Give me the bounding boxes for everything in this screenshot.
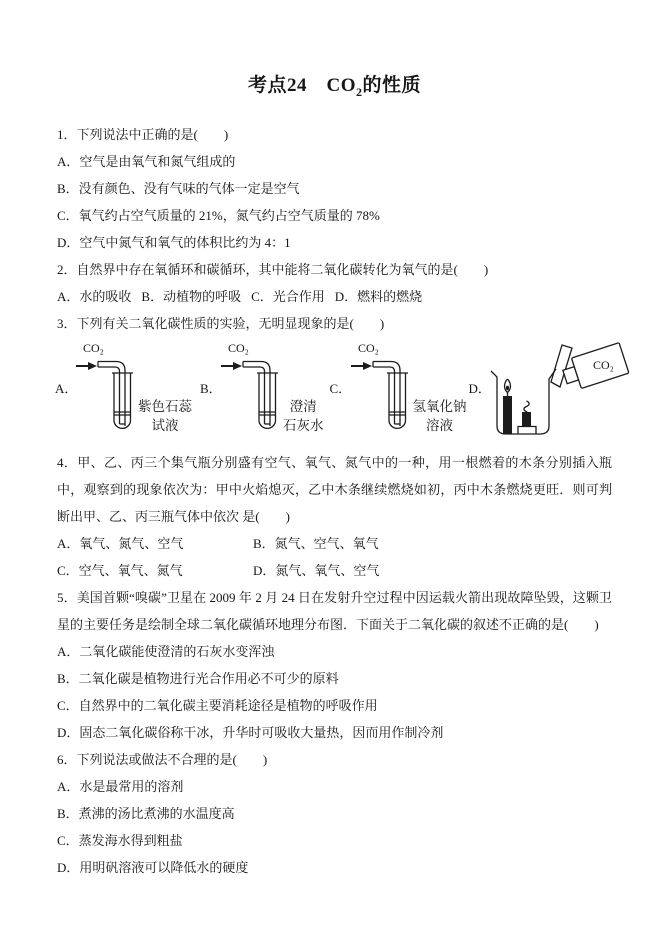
question-number: 4．	[57, 454, 78, 470]
question-number: 1．	[57, 126, 77, 142]
option-row	[57, 773, 612, 800]
title-subscript: 2	[356, 84, 363, 99]
option-label: B．	[57, 805, 79, 821]
reagent-label	[413, 397, 467, 435]
option-text: 蒸发海水得到粗盐	[78, 832, 183, 848]
option	[335, 283, 422, 310]
option-text: 空气是由氧气和氮气组成的	[79, 153, 236, 169]
question-5-stem	[57, 584, 612, 638]
reagent-line: 氢氧化钠	[412, 398, 467, 414]
option-label: D．	[57, 724, 80, 740]
question-1-stem	[57, 121, 612, 148]
option-label: D．	[57, 234, 80, 250]
question-3	[57, 310, 612, 445]
option-text: 水是最常用的溶剂	[79, 778, 184, 794]
option-text: 空气中氮气和氧气的体积比约为 4：1	[79, 234, 291, 250]
option-text: 氮气、空气、氧气	[274, 535, 379, 551]
candle-beaker-diagram	[489, 339, 647, 445]
option-text: 氧气约占空气质量的 21%，氮气约占空气质量的 78%	[78, 207, 380, 223]
option-label: C．	[329, 380, 352, 396]
option-row	[57, 638, 612, 665]
question-6	[57, 746, 612, 881]
question-4-stem	[57, 449, 612, 530]
option-label: A．	[55, 380, 78, 396]
option-row	[57, 827, 612, 854]
short-candle	[522, 412, 531, 427]
question-3-figure	[55, 339, 630, 445]
option-label: A．	[57, 288, 80, 304]
option-text: 固态二氧化碳俗称干冰，升华时可吸收大量热，因而用作制冷剂	[79, 724, 444, 740]
question-number: 6．	[57, 751, 77, 767]
option-row	[253, 530, 612, 557]
reagent-line: 澄清	[289, 398, 317, 414]
option-label: C．	[57, 207, 79, 223]
option-label: C．	[251, 288, 273, 304]
question-1	[57, 121, 612, 256]
smoke-wisp	[523, 401, 528, 412]
option-label: C．	[57, 697, 79, 713]
apparatus-d	[469, 339, 647, 445]
option-label: A．	[57, 643, 80, 659]
option	[57, 283, 131, 310]
option-text: 光合作用	[272, 288, 325, 304]
option-text: 氧气、氮气、空气	[79, 535, 184, 551]
tall-candle	[503, 396, 512, 434]
apparatus-a	[55, 339, 192, 445]
option-label: B．	[200, 380, 222, 396]
option-text: 二氧化碳是植物进行光合作用必不可少的原料	[78, 670, 339, 686]
option-label: A．	[57, 153, 80, 169]
reagent-label	[283, 397, 324, 435]
option-text: 燃料的燃烧	[357, 288, 423, 304]
option-text: 用明矾溶液可以降低水的硬度	[79, 859, 249, 875]
option-row	[57, 854, 612, 881]
option-row	[57, 719, 612, 746]
question-text: 自然界中存在氧循环和碳循环，其中能将二氧化碳转化为氧气的是( )	[76, 261, 489, 277]
question-text: 美国首颗“嗅碳”卫星在 2009 年 2 月 24 日在发射升空过程中因运载火箭出现故障坠毁，这颗卫星的主要任务是绘制全球二氧化碳循环地理分布图．下面关于二氧化碳的叙述不正确的是( )	[57, 589, 612, 632]
reagent-line: 溶液	[426, 417, 453, 433]
option-row	[57, 800, 612, 827]
option-row	[57, 229, 612, 256]
gas-label: CO₂	[228, 340, 249, 355]
bottle-gas-label: CO₂	[592, 357, 614, 372]
option-row	[57, 148, 612, 175]
apparatus-b	[200, 339, 324, 445]
option	[251, 283, 325, 310]
question-6-stem	[57, 746, 612, 773]
page-title	[57, 72, 612, 106]
option-row	[57, 175, 612, 202]
title-part1: 考点24 CO	[247, 75, 356, 96]
option-row	[57, 692, 612, 719]
option-label: C．	[57, 562, 79, 578]
question-2-stem	[57, 256, 612, 283]
reagent-label	[138, 397, 192, 435]
title-part2: 的性质	[362, 75, 422, 96]
option-text: 自然界中的二氧化碳主要消耗途径是植物的呼吸作用	[78, 697, 378, 713]
question-5	[57, 584, 612, 746]
option-label: B．	[141, 288, 164, 304]
option-label: D．	[334, 288, 358, 304]
option-row	[253, 557, 612, 584]
option-label: C．	[57, 832, 79, 848]
option-text: 水的吸收	[79, 288, 132, 304]
option-row	[57, 557, 253, 584]
reagent-line: 试液	[151, 417, 179, 433]
option-label: D．	[468, 380, 491, 396]
question-3-stem	[57, 310, 612, 337]
reagent-line: 石灰水	[283, 417, 324, 433]
option-label: D．	[253, 562, 276, 578]
test-tube-diagram	[75, 339, 137, 445]
option-text: 动植物的呼吸	[163, 288, 242, 304]
option-text: 氮气、氧气、空气	[275, 562, 380, 578]
option-text: 没有颜色、没有气味的气体一定是空气	[78, 180, 300, 196]
question-4	[57, 449, 612, 584]
question-2	[57, 256, 612, 310]
option-row	[57, 665, 612, 692]
option-label: A．	[57, 778, 80, 794]
question-number: 3．	[57, 315, 77, 331]
option	[141, 283, 241, 310]
step	[518, 426, 536, 434]
question-text: 下列说法或做法不合理的是( )	[76, 751, 268, 767]
question-text: 甲、乙、丙三个集气瓶分别盛有空气、氧气、氮气中的一种，用一根燃着的木条分别插入瓶中，观察到的现象依次为：甲中火焰熄灭，乙中木条继续燃烧如初，丙中木条燃烧更旺．则可判断出甲、乙、丙三瓶气体中依次 是( )	[57, 454, 612, 524]
question-number: 5．	[57, 589, 77, 605]
option-row	[57, 530, 253, 557]
test-tube-diagram	[220, 339, 282, 445]
option-row-inline	[57, 283, 612, 310]
question-text: 下列说法中正确的是( )	[76, 126, 229, 142]
question-number: 2．	[57, 261, 77, 277]
option-text: 二氧化碳能使澄清的石灰水变浑浊	[79, 643, 275, 659]
reagent-line: 紫色石蕊	[138, 398, 192, 414]
question-text: 下列有关二氧化碳性质的实验，无明显现象的是( )	[76, 315, 385, 331]
option-row	[57, 202, 612, 229]
option-label: D．	[57, 859, 80, 875]
option-text: 空气、氧气、氮气	[78, 562, 183, 578]
option-label: B．	[57, 180, 79, 196]
option-label: B．	[253, 535, 275, 551]
option-label: A．	[57, 535, 80, 551]
gas-label: CO₂	[83, 340, 104, 355]
option-label: B．	[57, 670, 79, 686]
test-tube-diagram	[350, 339, 412, 445]
gas-label: CO₂	[357, 340, 379, 355]
option-grid	[57, 530, 612, 584]
option-text: 煮沸的汤比煮沸的水温度高	[78, 805, 235, 821]
apparatus-c	[330, 339, 467, 445]
